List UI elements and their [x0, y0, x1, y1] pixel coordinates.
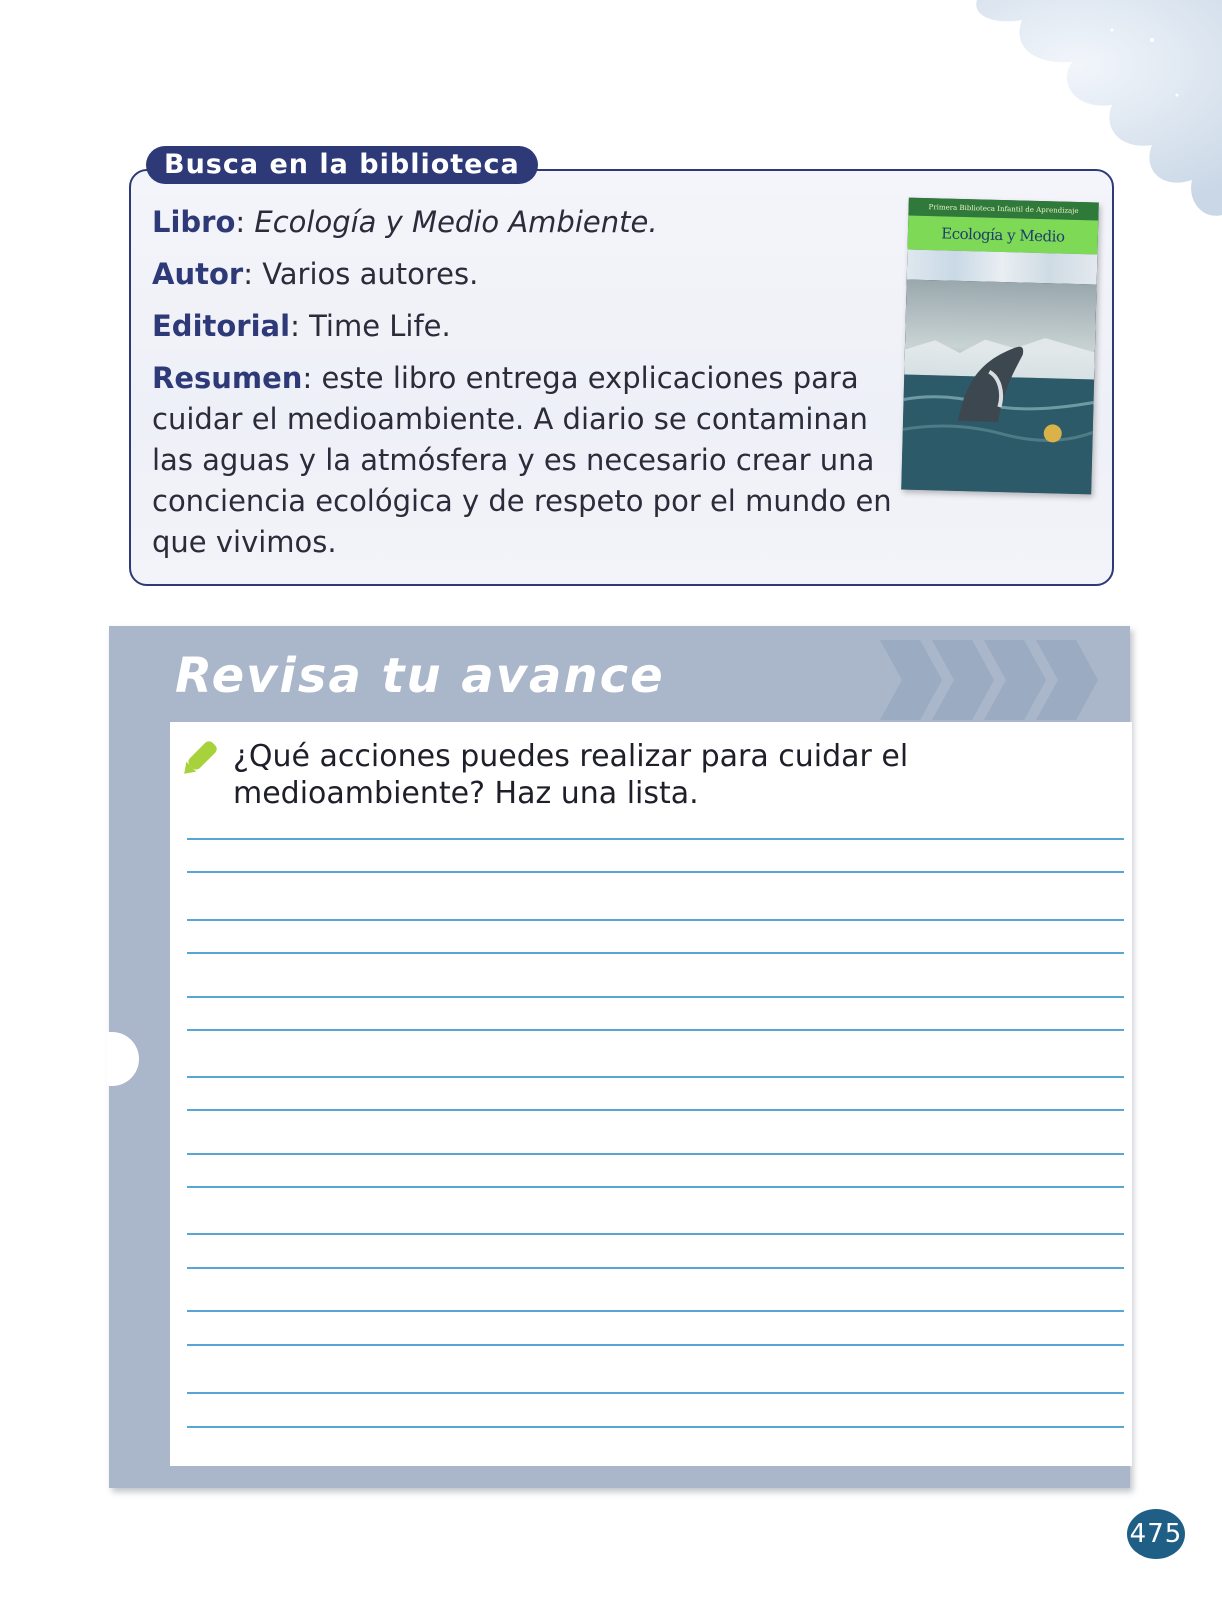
writing-line	[187, 1344, 1124, 1346]
summary-key: Resumen	[152, 361, 303, 395]
chevron-right-icon	[880, 640, 1102, 720]
writing-line	[187, 996, 1124, 998]
publisher-row: Editorial: Time Life.	[152, 309, 451, 343]
cover-series-text: Primera Biblioteca Infantil de Aprendizaje	[908, 198, 1098, 221]
writing-line	[187, 952, 1124, 954]
book-row: Libro: Ecología y Medio Ambiente.	[152, 205, 658, 239]
panel-notch	[107, 1032, 139, 1086]
author-value: Varios autores.	[262, 257, 479, 291]
book-cover-image	[901, 198, 1099, 495]
writing-line	[187, 1267, 1124, 1269]
writing-line	[187, 1186, 1124, 1188]
writing-line	[187, 919, 1124, 921]
review-title: Revisa tu avance	[175, 648, 665, 704]
writing-line	[187, 1310, 1124, 1312]
summary-value: este libro entrega explicaciones para cuidar el medioambiente. A diario se contaminan las aguas y la atmósfera y es necesario crear una conciencia ecológica y de respeto por el mundo en que vivimos.	[152, 361, 892, 559]
summary-row: Resumen: este libro entrega explicaciones para cuidar el medioambiente. A diario se contaminan las aguas y la atmósfera y es necesario crear una conciencia ecológica y de respeto por el mundo en que vivimos.	[152, 361, 892, 559]
author-row: Autor: Varios autores.	[152, 257, 479, 291]
writing-line	[187, 1233, 1124, 1235]
book-key: Libro	[152, 205, 236, 239]
author-key: Autor	[152, 257, 244, 291]
book-value: Ecología y Medio Ambiente.	[254, 205, 658, 239]
library-details	[152, 202, 892, 574]
publisher-value: Time Life.	[309, 309, 451, 343]
cover-strip	[907, 250, 1098, 285]
writing-line	[187, 1153, 1124, 1155]
writing-line	[187, 1392, 1124, 1394]
review-question: ¿Qué acciones puedes realizar para cuidar el medioambiente? Haz una lista.	[233, 739, 909, 811]
publisher-key: Editorial	[152, 309, 291, 343]
library-tab-label: Busca en la biblioteca	[146, 146, 538, 184]
whale-scene	[901, 280, 1096, 495]
writing-line	[187, 1109, 1124, 1111]
pencil-icon	[182, 732, 226, 776]
writing-line	[187, 1076, 1124, 1078]
cover-title-text: Ecología y Medio	[907, 216, 1098, 255]
answer-area[interactable]	[170, 722, 1132, 1466]
writing-line	[187, 1426, 1124, 1428]
writing-line	[187, 1029, 1124, 1031]
writing-line	[187, 838, 1124, 840]
writing-line	[187, 871, 1124, 873]
page-number: 475	[1127, 1509, 1185, 1559]
